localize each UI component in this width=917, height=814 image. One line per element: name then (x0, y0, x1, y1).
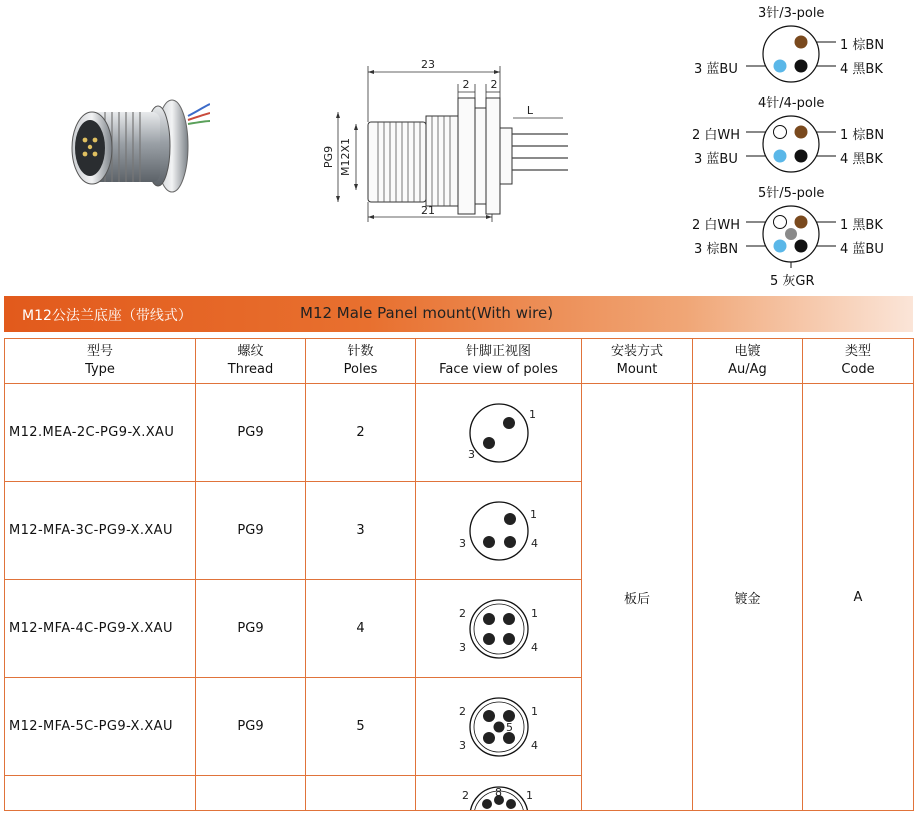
pin-label-3: 3 (458, 738, 466, 752)
wire-label-3: 3 棕BN (694, 242, 739, 257)
product-photo (60, 88, 210, 203)
wire-label-1: 1 黑BK (840, 218, 883, 233)
pin-label-1: 1 (529, 507, 537, 521)
pin-label-2: 2 (461, 789, 469, 802)
pin-label-1: 1 (530, 704, 538, 718)
pin-3-dot (774, 240, 787, 253)
cell-thread: PG9 (196, 678, 306, 776)
wire-label-4: 4 蓝BU (840, 242, 884, 257)
pin-label-2: 2 (458, 606, 466, 620)
header-thread: 螺纹 Thread (196, 339, 306, 384)
face-view-4-pole (454, 589, 544, 669)
pin-4-dot (795, 60, 808, 73)
pin-label-1: 1 (530, 606, 538, 620)
cell-poles: 3 (306, 482, 416, 580)
cell-face-view (416, 580, 582, 678)
pin-label-1: 1 (525, 789, 533, 802)
header-face-view: 针脚正视图 Face view of poles (416, 339, 582, 384)
wire-label-1: 1 棕BN (840, 38, 885, 53)
wire-label-2: 2 白WH (692, 128, 741, 143)
cell-plating: 镀金 (693, 384, 803, 811)
pin-2-dot (774, 216, 787, 229)
header-poles: 针数 Poles (306, 339, 416, 384)
pin-label-8: 8 (494, 786, 502, 799)
dim-nut2: 2 (490, 78, 498, 91)
header-type: 型号 Type (5, 339, 196, 384)
face-view-8-pole (454, 776, 544, 810)
face-view-5-pole (454, 687, 544, 767)
wire-label-3: 3 蓝BU (694, 62, 738, 77)
cell-type: M12-MFA-4C-PG9-X.XAU (5, 580, 196, 678)
pin-label-3: 3 (458, 640, 466, 654)
table-row (5, 384, 914, 482)
cell-face-view (416, 678, 582, 776)
cell-type (5, 776, 196, 811)
section-banner (4, 296, 913, 332)
pin-3-dot (774, 150, 787, 163)
pin-label-5: 5 (505, 720, 513, 734)
label-thread: M12X1 (339, 137, 352, 177)
wire-label-1: 1 棕BN (840, 128, 885, 143)
wire-label-2: 2 白WH (692, 218, 741, 233)
pin-label-3: 3 (467, 447, 475, 461)
wiring-5-pole (680, 180, 917, 290)
pin-label-3: 3 (458, 536, 466, 550)
wire-label-5: 5 灰GR (770, 274, 815, 289)
pin-2-dot (774, 126, 787, 139)
cell-type: M12.MEA-2C-PG9-X.XAU (5, 384, 196, 482)
cell-poles: 2 (306, 384, 416, 482)
header-plating: 电镀 Au/Ag (693, 339, 803, 384)
wiring-title: 5针/5-pole (758, 186, 825, 201)
wiring-3-pole (680, 0, 917, 90)
dim-nut1: 2 (462, 78, 470, 91)
pin-label-4: 4 (530, 738, 538, 752)
cell-thread (196, 776, 306, 811)
header-code: 类型 Code (803, 339, 914, 384)
cell-poles: 5 (306, 678, 416, 776)
cell-face-view (416, 482, 582, 580)
cell-code: A (803, 384, 914, 811)
cell-poles: 4 (306, 580, 416, 678)
pin-label-4: 4 (530, 536, 538, 550)
cell-face-view (416, 384, 582, 482)
pin-1-dot (795, 216, 808, 229)
cell-thread: PG9 (196, 384, 306, 482)
wire-label-3: 3 蓝BU (694, 152, 738, 167)
wiring-title: 3针/3-pole (758, 6, 825, 21)
wire-label-4: 4 黑BK (840, 152, 883, 167)
spec-table (4, 338, 914, 811)
dim-body: 21 (421, 204, 435, 217)
pin-label-4: 4 (530, 640, 538, 654)
pin-1-dot (795, 36, 808, 49)
pin-5-dot (785, 228, 797, 240)
wire-label-4: 4 黑BK (840, 62, 883, 77)
label-pg: PG9 (322, 145, 335, 169)
header-mount: 安装方式 Mount (582, 339, 693, 384)
pin-4-dot (795, 150, 808, 163)
wiring-4-pole (680, 90, 917, 180)
face-view-2-pole (454, 393, 544, 473)
pin-3-dot (774, 60, 787, 73)
wiring-title: 4针/4-pole (758, 96, 825, 111)
dim-wire: L (526, 104, 534, 117)
face-view-3-pole (454, 491, 544, 571)
pin-label-1: 1 (528, 407, 536, 421)
dimension-drawing (318, 52, 578, 227)
pin-label-2: 2 (458, 704, 466, 718)
pin-4-dot (795, 240, 808, 253)
cell-mount: 板后 (582, 384, 693, 811)
cell-type: M12-MFA-3C-PG9-X.XAU (5, 482, 196, 580)
pin-1-dot (795, 126, 808, 139)
cell-poles (306, 776, 416, 811)
banner-title-en: M12 Male Panel mount(With wire) (300, 304, 554, 322)
dim-total: 23 (421, 58, 435, 71)
cell-thread: PG9 (196, 580, 306, 678)
banner-title-cn: M12公法兰底座（带线式） (22, 308, 192, 324)
cell-thread: PG9 (196, 482, 306, 580)
table-header-row (5, 339, 914, 384)
cell-type: M12-MFA-5C-PG9-X.XAU (5, 678, 196, 776)
cell-face-view (416, 776, 582, 811)
